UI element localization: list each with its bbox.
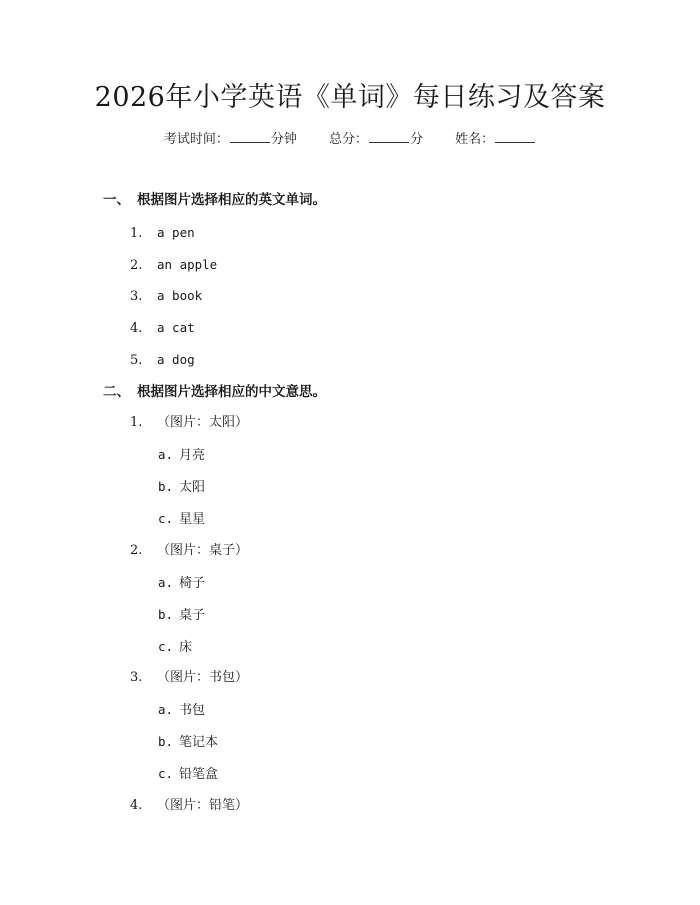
exam-meta — [0, 130, 700, 150]
section-1-item — [130, 318, 195, 339]
item-number: 2. — [130, 258, 143, 273]
question-number: 3. — [130, 670, 143, 685]
option-letter: a. — [158, 447, 174, 462]
answer-option — [158, 445, 205, 466]
option-text: 桌子 — [179, 608, 206, 623]
student-name-blank — [495, 130, 535, 143]
option-letter: c. — [158, 511, 174, 526]
item-text: an apple — [157, 257, 218, 272]
item-number: 5. — [130, 353, 143, 368]
option-text: 太阳 — [179, 480, 206, 495]
section-1-item — [130, 286, 202, 307]
total-score-unit: 分 — [410, 132, 424, 147]
option-letter: b. — [158, 479, 174, 494]
total-score-blank — [369, 130, 409, 143]
question — [130, 796, 248, 816]
section-2-number: 二、 — [103, 384, 130, 400]
answer-option — [158, 605, 205, 626]
question — [130, 668, 248, 688]
question-prompt: （图片：书包） — [157, 670, 249, 685]
section-1-item — [130, 223, 195, 244]
option-letter: a. — [158, 702, 174, 717]
option-text: 月亮 — [179, 448, 206, 463]
answer-option — [158, 700, 205, 721]
answer-option — [158, 637, 192, 658]
answer-option — [158, 573, 205, 594]
question-number: 4. — [130, 798, 143, 813]
item-text: a cat — [157, 320, 195, 335]
answer-option — [158, 732, 218, 753]
student-name-label: 姓名： — [455, 132, 495, 147]
option-text: 椅子 — [179, 576, 206, 591]
section-1-item — [130, 255, 217, 276]
option-text: 星星 — [179, 512, 206, 527]
item-text: a book — [157, 288, 203, 303]
total-score-label: 总分： — [328, 132, 368, 147]
section-1-number: 一、 — [103, 192, 130, 208]
option-letter: a. — [158, 575, 174, 590]
answer-option — [158, 764, 218, 785]
item-text: a pen — [157, 225, 195, 240]
item-text: a dog — [157, 352, 195, 367]
question-number: 2. — [130, 543, 143, 558]
page-title: 2026年小学英语《单词》每日练习及答案 — [94, 82, 606, 113]
question-prompt: （图片：桌子） — [157, 543, 249, 558]
item-number: 1. — [130, 226, 143, 241]
section-2-text: 根据图片选择相应的中文意思。 — [137, 384, 326, 400]
question-number: 1. — [130, 415, 143, 430]
option-text: 铅笔盒 — [179, 767, 219, 782]
question — [130, 413, 248, 433]
section-1-text: 根据图片选择相应的英文单词。 — [137, 192, 326, 208]
student-name — [455, 130, 536, 150]
answer-option — [158, 509, 205, 530]
section-2-heading — [103, 382, 326, 402]
option-text: 床 — [179, 640, 193, 655]
section-1-item — [130, 350, 195, 371]
exam-time-blank — [230, 130, 270, 143]
total-score — [329, 130, 423, 150]
option-letter: b. — [158, 607, 174, 622]
item-number: 4. — [130, 321, 143, 336]
option-letter: c. — [158, 639, 174, 654]
option-letter: c. — [158, 766, 174, 781]
question-prompt: （图片：铅笔） — [157, 798, 249, 813]
option-text: 书包 — [179, 703, 206, 718]
question — [130, 541, 248, 561]
option-text: 笔记本 — [179, 735, 219, 750]
exam-time-label: 考试时间： — [163, 132, 229, 147]
item-number: 3. — [130, 289, 143, 304]
option-letter: b. — [158, 734, 174, 749]
exam-time — [164, 130, 297, 150]
question-prompt: （图片：太阳） — [157, 415, 249, 430]
answer-option — [158, 477, 205, 498]
exam-time-unit: 分钟 — [270, 132, 297, 147]
section-1-heading — [103, 190, 326, 210]
